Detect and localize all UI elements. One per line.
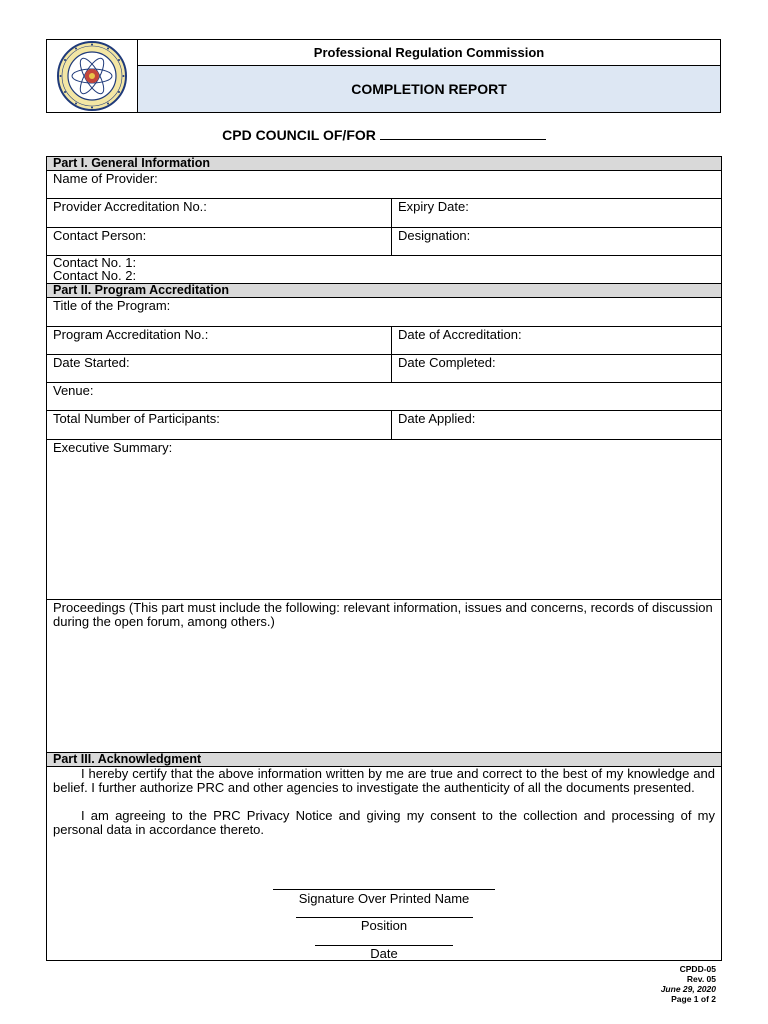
proceedings-row[interactable] — [47, 600, 721, 753]
part2-heading: Part II. Program Accreditation — [47, 284, 721, 298]
date-started-label: Date Started: — [53, 355, 130, 370]
total-participants-field[interactable] — [47, 411, 392, 439]
completion-form — [46, 156, 722, 961]
provider-accreditation-row — [47, 199, 721, 228]
name-of-provider-row[interactable] — [47, 171, 721, 199]
acknowledgment-body — [47, 767, 721, 962]
date-applied-label: Date Applied: — [398, 411, 476, 426]
part1-heading: Part I. General Information — [47, 157, 721, 171]
date-completed-label: Date Completed: — [398, 355, 496, 370]
council-blank-field[interactable] — [380, 126, 546, 140]
date-applied-field[interactable] — [392, 411, 721, 439]
privacy-consent-text: I am agreeing to the PRC Privacy Notice and giving my consent to the collection and processing of my personal data in accordance thereto. — [53, 808, 715, 837]
proceedings-label: Proceedings (This part must include the following: relevant information, issues and concerns, records of discussion during the open forum, among others.) — [53, 600, 713, 629]
contact-person-field[interactable] — [47, 228, 392, 255]
prc-seal-icon — [56, 40, 128, 112]
name-of-provider-label: Name of Provider: — [53, 171, 158, 186]
contact-person-row — [47, 228, 721, 256]
contact-no-1-label: Contact No. 1: — [53, 255, 137, 270]
contact-numbers-cell — [47, 256, 721, 283]
council-line — [0, 126, 768, 143]
provider-accreditation-field[interactable] — [47, 199, 392, 227]
executive-summary-label: Executive Summary: — [53, 440, 173, 455]
form-footer — [661, 964, 716, 1004]
participants-row — [47, 411, 721, 440]
date-of-accreditation-label: Date of Accreditation: — [398, 327, 522, 342]
program-accreditation-field[interactable] — [47, 327, 392, 354]
program-accreditation-row — [47, 327, 721, 355]
contact-no-2-label: Contact No. 2: — [53, 268, 137, 283]
expiry-date-field[interactable] — [392, 199, 721, 227]
page-number: Page 1 of 2 — [671, 994, 716, 1004]
document-header — [46, 39, 721, 113]
signature-label: Signature Over Printed Name — [298, 891, 470, 906]
certification-text: I hereby certify that the above information written by me are true and correct to the best of my knowledge and belief. I further authorize PRC and other agencies to investigate the authenticity of all the documents presented. — [53, 766, 715, 795]
date-started-field[interactable] — [47, 355, 392, 382]
dates-row — [47, 355, 721, 383]
total-participants-label: Total Number of Participants: — [53, 411, 220, 426]
report-title: COMPLETION REPORT — [138, 66, 720, 112]
venue-row[interactable] — [47, 383, 721, 411]
designation-label: Designation: — [398, 228, 471, 243]
provider-accreditation-label: Provider Accreditation No.: — [53, 199, 207, 214]
contact-person-label: Contact Person: — [53, 228, 147, 243]
date-of-accreditation-field[interactable] — [392, 327, 721, 354]
contact-numbers-row[interactable] — [47, 256, 721, 284]
signature-line[interactable] — [273, 889, 495, 890]
part3-heading: Part III. Acknowledgment — [47, 753, 721, 767]
designation-field[interactable] — [392, 228, 721, 255]
date-label: Date — [370, 946, 398, 961]
program-title-label: Title of the Program: — [53, 298, 171, 313]
agency-name: Professional Regulation Commission — [138, 40, 720, 66]
program-accreditation-label: Program Accreditation No.: — [53, 327, 209, 342]
position-label: Position — [360, 918, 408, 933]
executive-summary-row[interactable] — [47, 440, 721, 600]
logo-cell — [47, 40, 138, 112]
expiry-date-label: Expiry Date: — [398, 199, 469, 214]
council-label: CPD COUNCIL OF/FOR — [222, 127, 376, 143]
form-date: June 29, 2020 — [660, 984, 716, 994]
form-revision: Rev. 05 — [686, 974, 716, 984]
program-title-row[interactable] — [47, 298, 721, 327]
date-completed-field[interactable] — [392, 355, 721, 382]
form-code: CPDD-05 — [679, 964, 716, 974]
venue-label: Venue: — [53, 383, 94, 398]
